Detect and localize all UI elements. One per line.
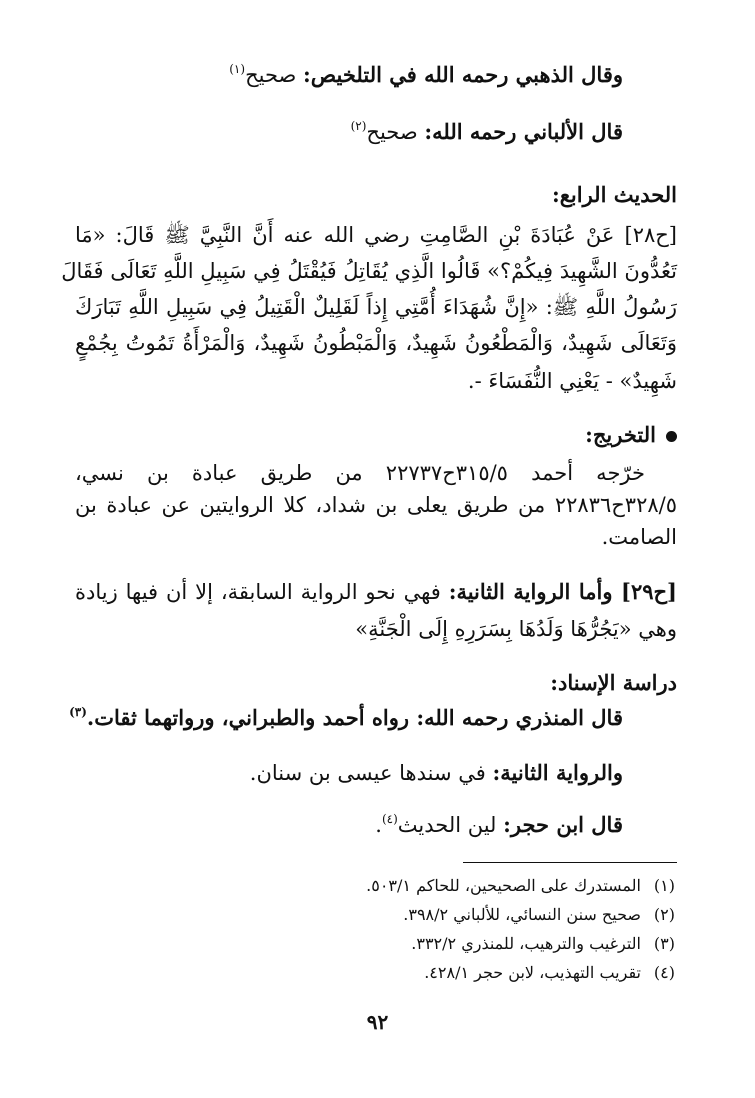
footnote-number: (١) — [653, 876, 675, 895]
hadith-line-1: [ح٢٨] عَنْ عُبَادَةَ بْنِ الصَّامِتِ رضي الله عنه أَنَّ النَّبِيَّ ﷺ قَالَ: «مَا — [75, 223, 677, 247]
albani-text: صحيح — [366, 120, 425, 144]
second-narration-text: فهي نحو الرواية السابقة، إلا أن فيها زيادة — [75, 580, 449, 604]
footnote-1 — [366, 874, 675, 898]
second-narration-isnad-label: والرواية الثانية: — [492, 760, 623, 785]
footnote-ref-4: (٤) — [381, 812, 398, 826]
section-heading-fourth-hadith: الحديث الرابع: — [551, 182, 677, 207]
footnote-text: صحيح سنن النسائي، للألباني ٣٩٨/٢. — [403, 905, 641, 924]
dhahabi-text: صحيح — [245, 63, 304, 87]
footnote-separator — [463, 862, 677, 863]
mundhiri-line — [69, 703, 623, 733]
takhrij-heading — [75, 420, 677, 450]
dhahabi-line — [75, 60, 623, 90]
footnote-text: تقريب التهذيب، لابن حجر ٤٢٨/١. — [424, 963, 641, 982]
second-narration-line-2: وهي «يَجُرُّهَا وَلَدُهَا بِسَرَرِهِ إِلَى الْجَنَّةِ» — [355, 617, 677, 641]
footnote-4 — [424, 961, 675, 985]
takhrij-label: التخريج: — [585, 422, 656, 447]
footnote-ref-3: (٣) — [69, 705, 87, 719]
bullet-icon — [666, 431, 677, 442]
isnad-study-heading: دراسة الإسناد: — [550, 670, 677, 695]
footnote-3 — [411, 932, 675, 956]
footnote-2 — [403, 903, 675, 927]
footnote-ref-2: (٢) — [350, 119, 367, 133]
footnote-number: (٤) — [653, 963, 675, 982]
footnote-ref-1: (١) — [229, 62, 246, 76]
ibn-hajar-line — [75, 810, 623, 840]
hadith-line-5: شَهِيدٌ» - يَعْنِي النُّفَسَاءَ -. — [467, 369, 677, 393]
takhrij-line-2: ٣٢٨/٥ح٢٢٨٣٦ من طريق يعلى بن شداد، كلا الروايتين عن عبادة بن — [75, 493, 677, 517]
footnote-number: (٢) — [653, 905, 675, 924]
hadith-line-4: وَتَعَالَى شَهِيدٌ، وَالْمَطْعُونُ شَهِيدٌ، وَالْمَبْطُونُ شَهِيدٌ، وَالْمَرْأَةُ تَمُوتُ بِجُمْعٍ — [75, 331, 677, 355]
second-narration-isnad-text: في سندها عيسى بن سنان. — [249, 761, 493, 785]
footnote-number: (٣) — [653, 934, 675, 953]
ibn-hajar-period: . — [375, 813, 382, 837]
albani-label: قال الألباني رحمه الله: — [424, 119, 623, 144]
mundhiri-text: قال المنذري رحمه الله: رواه أحمد والطبراني، ورواتهما ثقات. — [86, 705, 623, 730]
albani-line — [75, 117, 623, 147]
page-number: ٩٢ — [366, 1010, 389, 1034]
takhrij-line-3: الصامت. — [601, 525, 677, 549]
footnote-text: المستدرك على الصحيحين، للحاكم ٥٠٣/١. — [366, 876, 641, 895]
footnote-text: الترغيب والترهيب، للمنذري ٣٣٢/٢. — [411, 934, 641, 953]
second-narration-isnad-line — [75, 758, 623, 788]
dhahabi-label: وقال الذهبي رحمه الله في التلخيص: — [303, 62, 623, 87]
second-narration-line-1 — [75, 577, 677, 607]
takhrij-line-1: خرّجه أحمد ٣١٥/٥ح٢٢٧٣٧ من طريق عبادة بن نسي، — [75, 461, 645, 485]
hadith-line-3: رَسُولُ اللَّهِ ﷺ: «إِنَّ شُهَدَاءَ أُمَّتِي إِذاً لَقَلِيلٌ الْقَتِيلُ فِي سَبِيلِ اللَّهِ تَبَارَكَ — [75, 295, 677, 319]
ibn-hajar-label: قال ابن حجر: — [503, 812, 623, 837]
ibn-hajar-text: لين الحديث — [397, 813, 504, 837]
hadith-line-2: تَعُدُّونَ الشَّهِيدَ فِيكُمْ؟» قَالُوا الَّذِي يُقَاتِلُ فَيُقْتَلُ فِي سَبِيلِ اللَّهِ تَعَالَى فَقَالَ — [61, 259, 677, 283]
second-narration-label: [ح٢٩] وأما الرواية الثانية: — [448, 579, 677, 604]
